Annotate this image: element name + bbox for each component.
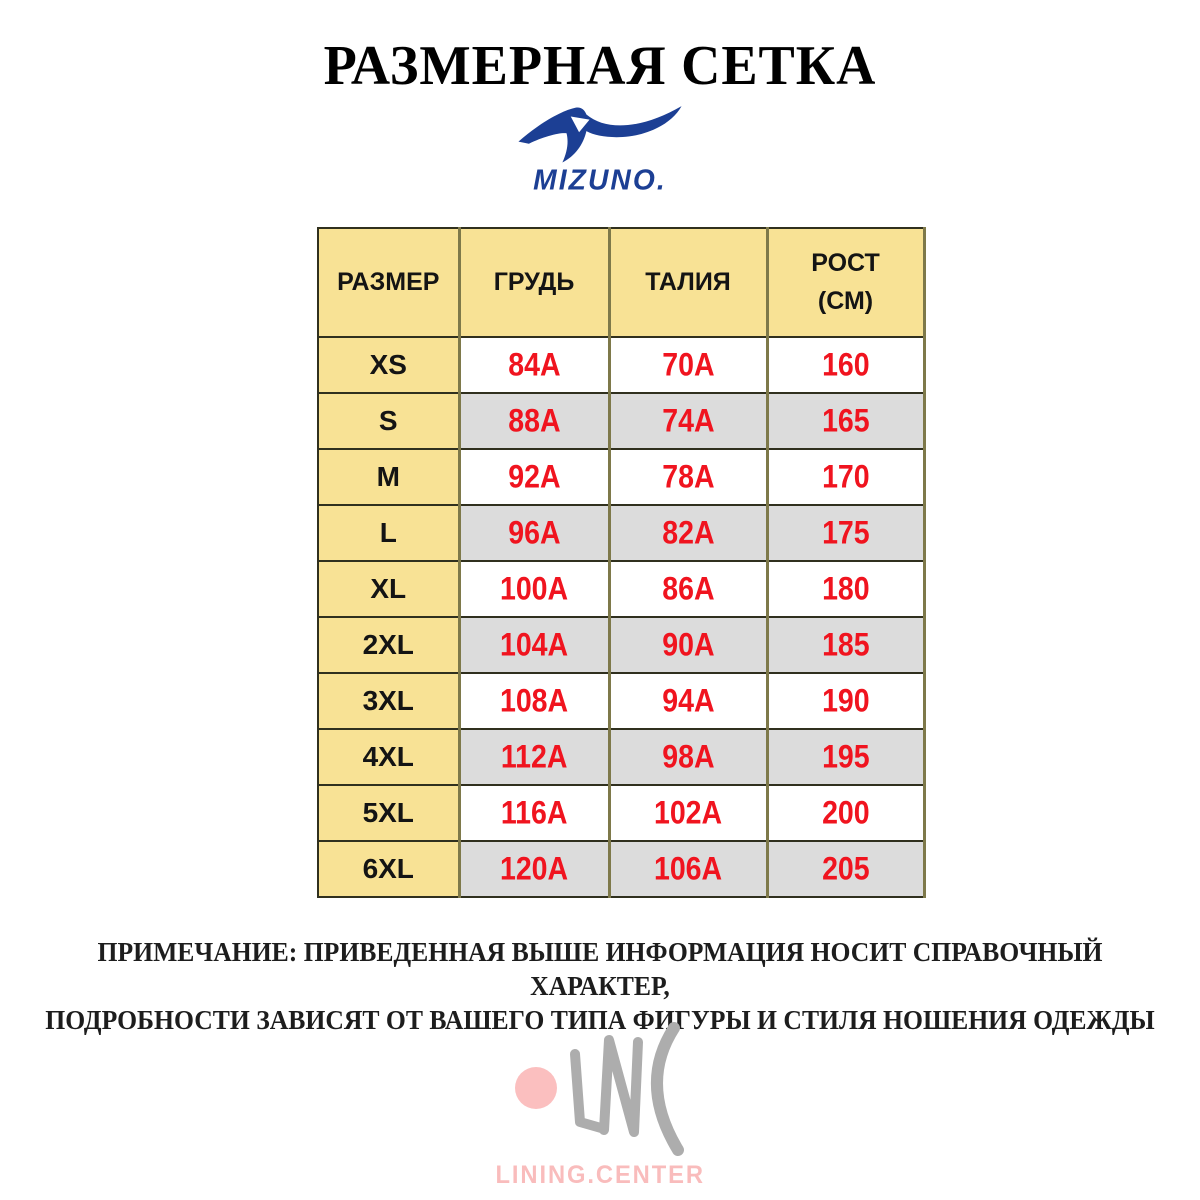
table-row <box>318 393 924 449</box>
size-table <box>317 227 926 898</box>
cell-waist: 102A <box>609 785 767 841</box>
cell-size: XS <box>318 337 459 393</box>
cell-size: M <box>318 449 459 505</box>
col-header-height: РОСТ (СМ) <box>767 228 924 337</box>
cell-height: 180 <box>767 561 924 617</box>
cell-chest: 104A <box>459 617 609 673</box>
table-row <box>318 617 924 673</box>
cell-chest: 100A <box>459 561 609 617</box>
cell-height: 200 <box>767 785 924 841</box>
lining-center-wordmark: LINING.CENTER <box>495 1161 705 1189</box>
table-row <box>318 337 924 393</box>
cell-size: 6XL <box>318 841 459 897</box>
cell-size: 2XL <box>318 617 459 673</box>
cell-height: 170 <box>767 449 924 505</box>
table-row <box>318 729 924 785</box>
cell-chest: 96A <box>459 505 609 561</box>
cell-chest: 120A <box>459 841 609 897</box>
cell-chest: 88A <box>459 393 609 449</box>
note-line-2: ПОДРОБНОСТИ ЗАВИСЯТ ОТ ВАШЕГО ТИПА ФИГУРЫ И СТИЛЯ НОШЕНИЯ ОДЕЖДЫ <box>45 1004 1155 1035</box>
cell-waist: 74A <box>609 393 767 449</box>
cell-size: L <box>318 505 459 561</box>
cell-waist: 78A <box>609 449 767 505</box>
col-header-size: РАЗМЕР <box>318 228 459 337</box>
lining-center-logo <box>0 1022 1200 1190</box>
cell-waist: 86A <box>609 561 767 617</box>
cell-chest: 116A <box>459 785 609 841</box>
cell-chest: 84A <box>459 337 609 393</box>
cell-chest: 108A <box>459 673 609 729</box>
lnc-logo-icon <box>450 1022 750 1157</box>
cell-size: S <box>318 393 459 449</box>
table-row <box>318 505 924 561</box>
cell-waist: 70A <box>609 337 767 393</box>
cell-waist: 90A <box>609 617 767 673</box>
cell-height: 160 <box>767 337 924 393</box>
table-row <box>318 841 924 897</box>
cell-height: 175 <box>767 505 924 561</box>
cell-size: XL <box>318 561 459 617</box>
table-row <box>318 673 924 729</box>
cell-waist: 82A <box>609 505 767 561</box>
col-header-chest: ГРУДЬ <box>459 228 609 337</box>
note-line-1: ПРИМЕЧАНИЕ: ПРИВЕДЕННАЯ ВЫШЕ ИНФОРМАЦИЯ НОСИТ СПРАВОЧНЫЙ ХАРАКТЕР, <box>97 937 1103 1001</box>
cell-size: 4XL <box>318 729 459 785</box>
page-title: РАЗМЕРНАЯ СЕТКА <box>323 35 877 97</box>
cell-height: 165 <box>767 393 924 449</box>
cell-waist: 98A <box>609 729 767 785</box>
cell-height: 185 <box>767 617 924 673</box>
cell-waist: 106A <box>609 841 767 897</box>
cell-height: 195 <box>767 729 924 785</box>
cell-waist: 94A <box>609 673 767 729</box>
cell-height: 205 <box>767 841 924 897</box>
cell-size: 3XL <box>318 673 459 729</box>
header-row <box>318 228 924 337</box>
table-row <box>318 449 924 505</box>
mizuno-runbird-icon <box>515 104 685 196</box>
col-header-waist: ТАЛИЯ <box>609 228 767 337</box>
cell-chest: 112A <box>459 729 609 785</box>
mizuno-logo <box>0 104 1200 201</box>
table-row <box>318 561 924 617</box>
cell-chest: 92A <box>459 449 609 505</box>
table-row <box>318 785 924 841</box>
cell-size: 5XL <box>318 785 459 841</box>
mizuno-wordmark: MIZUNO. <box>533 163 667 196</box>
cell-height: 190 <box>767 673 924 729</box>
